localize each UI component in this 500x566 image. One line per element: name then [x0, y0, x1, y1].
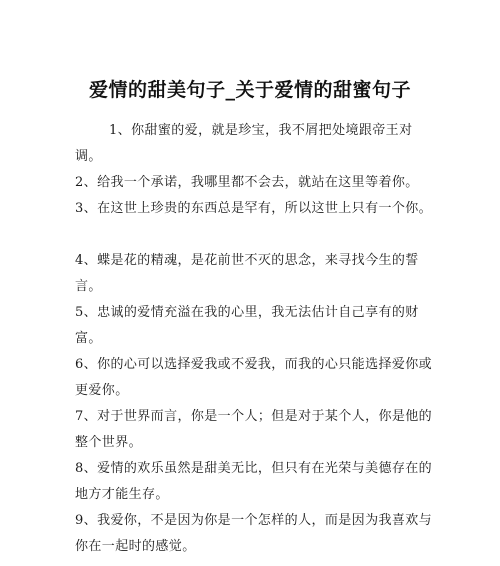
- sentence-5: 5、忠诚的爱情充溢在我的心里，我无法估计自己享有的财富。: [75, 305, 419, 346]
- document-title: 爱情的甜美句子_关于爱情的甜蜜句子: [88, 79, 411, 101]
- sentence-8: 8、爱情的欢乐虽然是甜美无比，但只有在光荣与美德存在的地方才能生存。: [75, 461, 433, 502]
- document-body: [75, 118, 435, 560]
- sentence-9: 9、我爱你，不是因为你是一个怎样的人，而是因为我喜欢与你在一起时的感觉。: [75, 513, 433, 554]
- sentence-2: 2、给我一个承诺，我哪里都不会去，就站在这里等着你。: [75, 175, 419, 190]
- sentence-7: 7、对于世界而言，你是一个人；但是对于某个人，你是他的整个世界。: [75, 409, 433, 450]
- sentence-4: 4、蝶是花的精魂，是花前世不灭的思念，来寻找今生的誓言。: [75, 253, 419, 294]
- sentence-6: 6、你的心可以选择爱我或不爱我，而我的心只能选择爱你或更爱你。: [75, 357, 433, 398]
- sentence-3: 3、在这世上珍贵的东西总是罕有，所以这世上只有一个你。: [75, 201, 433, 216]
- sentence-1: 1、你甜蜜的爱，就是珍宝，我不屑把处境跟帝王对调。: [75, 123, 413, 164]
